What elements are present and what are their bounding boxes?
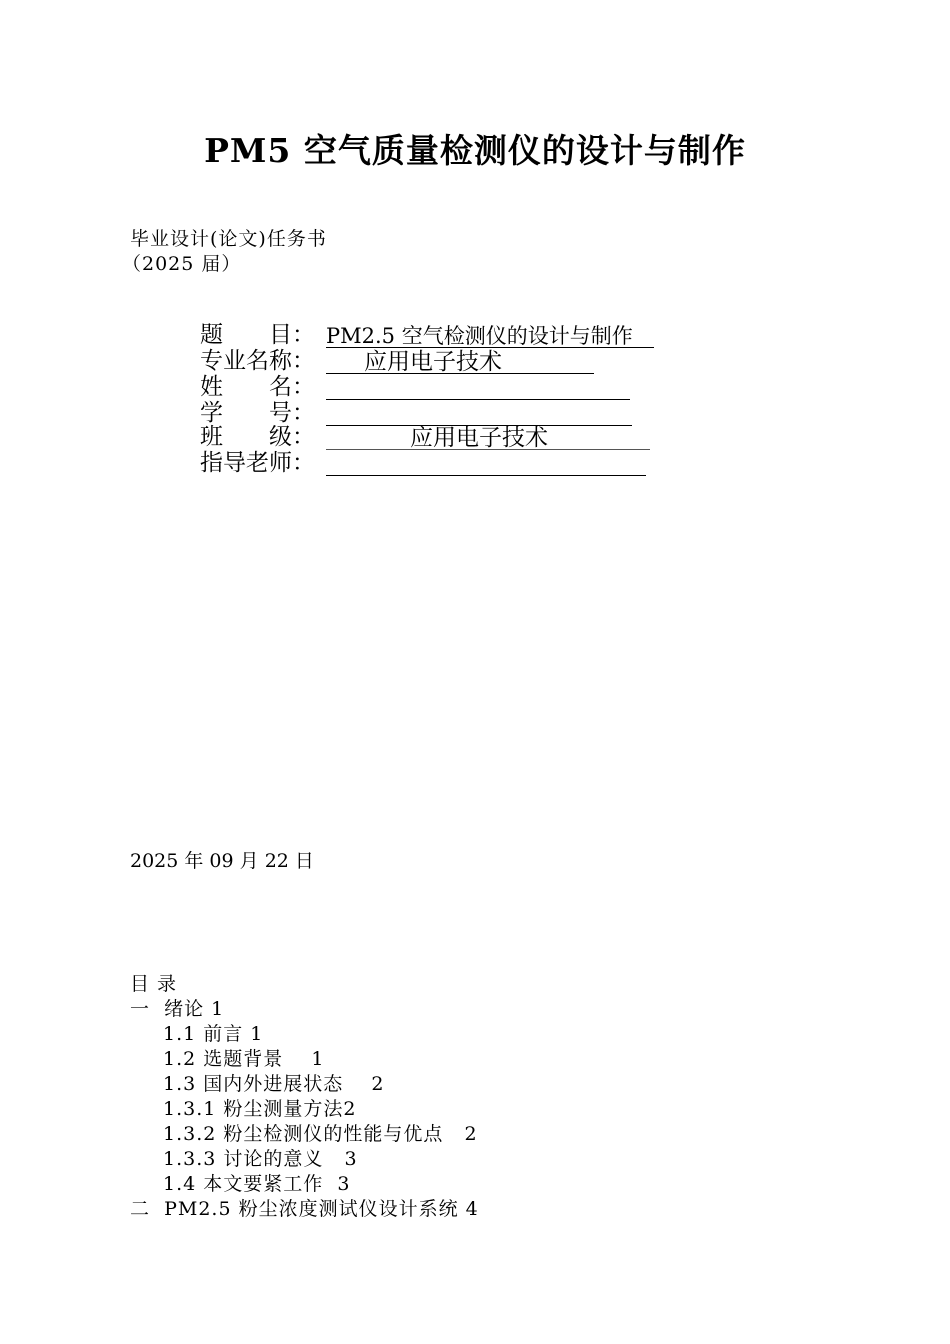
- id-value: [326, 402, 632, 426]
- name-value: [326, 376, 630, 400]
- info-row-title: [200, 322, 654, 348]
- advisor-value: [326, 452, 646, 476]
- table-of-contents: [130, 972, 479, 1222]
- toc-item[interactable]: 1.2 选题背景 1: [163, 1048, 325, 1070]
- task-book-heading: 毕业设计(论文)任务书: [130, 228, 327, 250]
- info-row-id: [200, 400, 632, 426]
- class-label: 班 级：: [200, 424, 315, 450]
- toc-list: [130, 997, 479, 1222]
- name-label: 姓 名：: [200, 374, 315, 400]
- info-row-major: [200, 348, 594, 374]
- toc-item[interactable]: 1.3 国内外进展状态 2: [163, 1073, 385, 1095]
- id-label: 学 号：: [200, 400, 315, 426]
- title-label: 题 目：: [200, 322, 315, 348]
- toc-item[interactable]: 二 PM2.5 粉尘浓度测试仪设计系统 4: [130, 1198, 479, 1220]
- graduation-year: （2025 届）: [122, 253, 242, 275]
- toc-item[interactable]: 1.1 前言 1: [163, 1023, 264, 1045]
- toc-item[interactable]: 1.4 本文要紧工作 3: [163, 1173, 351, 1195]
- class-value: 应用电子技术: [326, 426, 650, 450]
- title-value: PM2.5 空气检测仪的设计与制作: [326, 324, 654, 348]
- toc-item[interactable]: 一 绪论 1: [130, 998, 225, 1020]
- toc-item[interactable]: 1.3.2 粉尘检测仪的性能与优点 2: [163, 1123, 478, 1145]
- toc-item[interactable]: 1.3.3 讨论的意义 3: [163, 1148, 358, 1170]
- info-row-advisor: [200, 450, 646, 476]
- document-title: PM5 空气质量检测仪的设计与制作: [204, 131, 746, 170]
- toc-heading: 目 录: [130, 973, 178, 995]
- toc-item[interactable]: 1.3.1 粉尘测量方法2: [163, 1098, 357, 1120]
- info-row-class: [200, 424, 650, 450]
- info-row-name: [200, 374, 630, 400]
- advisor-label: 指导老师：: [200, 450, 315, 476]
- major-label: 专业名称：: [200, 348, 315, 374]
- major-value: 应用电子技术: [326, 350, 594, 374]
- document-date: 2025 年 09 月 22 日: [130, 850, 314, 872]
